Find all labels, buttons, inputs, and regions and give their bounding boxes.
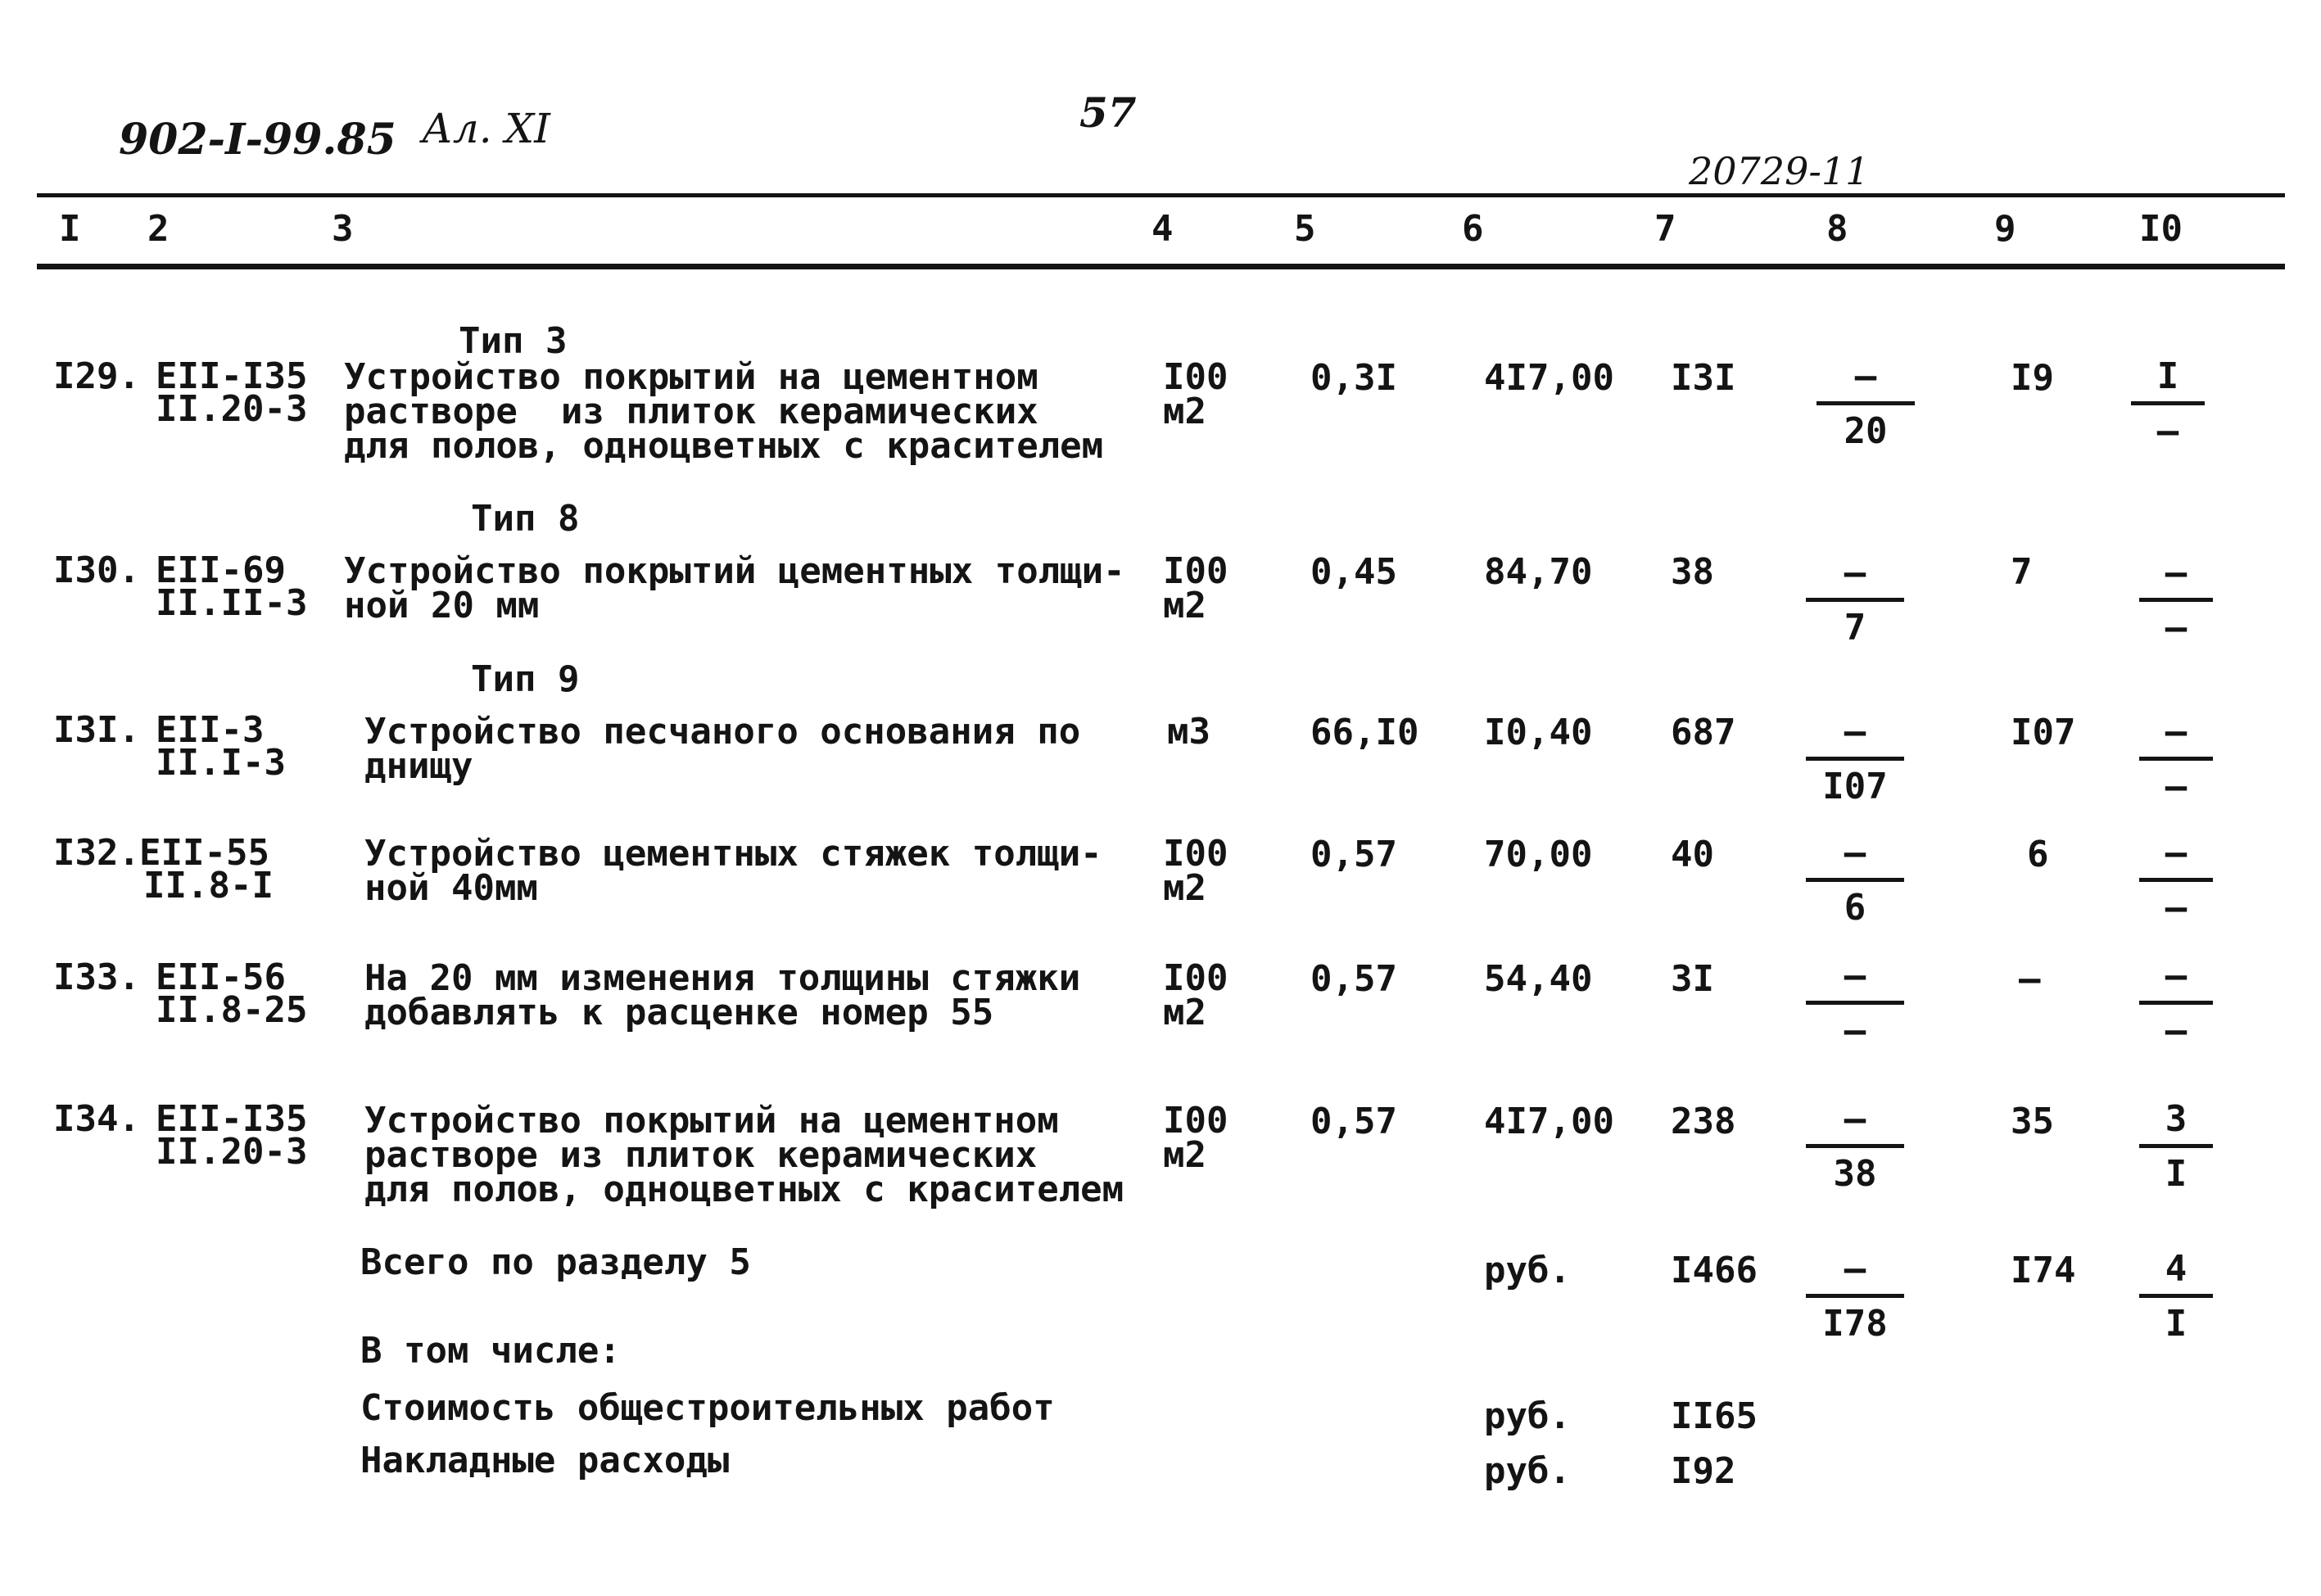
row-description: Устройство покрытий цементных толщи- ной 20 мм bbox=[344, 550, 1125, 626]
row-unit: I00 м2 bbox=[1163, 957, 1228, 1033]
header-bottom-rule bbox=[37, 264, 2285, 269]
row-col10-fraction: – – bbox=[2139, 835, 2213, 926]
row-unit-price: 4I7,00 bbox=[1484, 1101, 1614, 1142]
general-works-label: Стоимость общестроительных работ bbox=[360, 1387, 1055, 1429]
row-code: ЕII-56 bbox=[156, 956, 286, 998]
row-code: ЕII-I35 bbox=[156, 355, 308, 397]
row-description: Устройство цементных стяжек толщи- ной 40мм bbox=[364, 833, 1102, 909]
row-description: Устройство песчаного основания по днищу bbox=[364, 711, 1081, 787]
row-total: 687 bbox=[1671, 712, 1736, 753]
archive-number: 20729-11 bbox=[1689, 149, 1870, 193]
row-code-ref: II.8-25 bbox=[156, 989, 308, 1031]
row-unit-price: I0,40 bbox=[1484, 712, 1593, 753]
row-code-ref: II.I-3 bbox=[156, 742, 286, 784]
column-header-7: 7 bbox=[1654, 208, 1676, 250]
column-header-5: 5 bbox=[1294, 208, 1316, 250]
row-type-label: Тип 8 bbox=[471, 498, 580, 540]
column-header-10: I0 bbox=[2139, 208, 2183, 250]
row-col10-fraction: – – bbox=[2139, 714, 2213, 805]
row-number: I3I. bbox=[53, 709, 140, 751]
row-description: Устройство покрытий на цементном растворе из плиток керамических для полов, одноцветных с красителем bbox=[364, 1100, 1124, 1210]
row-quantity: 0,45 bbox=[1310, 551, 1397, 593]
row-number: I29. bbox=[53, 355, 140, 397]
column-header-1: I bbox=[59, 208, 81, 250]
row-col8-fraction: – I07 bbox=[1806, 714, 1904, 805]
row-col9: I07 bbox=[2011, 712, 2076, 753]
row-code: ЕII-55 bbox=[139, 832, 269, 874]
row-col9: – bbox=[2019, 958, 2041, 1000]
section-total-label: Всего по разделу 5 bbox=[360, 1241, 751, 1283]
row-code: ЕII-3 bbox=[156, 709, 265, 751]
column-header-2: 2 bbox=[147, 208, 170, 250]
row-col8-fraction: – – bbox=[1806, 958, 1904, 1049]
row-quantity: 0,57 bbox=[1310, 958, 1397, 1000]
row-unit-price: 84,70 bbox=[1484, 551, 1593, 593]
row-description: На 20 мм изменения толщины стяжки добавлять к расценке номер 55 bbox=[364, 957, 1081, 1033]
row-col8-fraction: – 7 bbox=[1806, 555, 1904, 646]
row-col10-fraction: – – bbox=[2139, 958, 2213, 1049]
row-col8-fraction: – 20 bbox=[1817, 359, 1915, 450]
row-quantity: 0,57 bbox=[1310, 1101, 1397, 1142]
row-unit: м3 bbox=[1167, 711, 1210, 753]
row-number: I33. bbox=[53, 956, 140, 998]
column-header-8: 8 bbox=[1826, 208, 1848, 250]
row-quantity: 66,I0 bbox=[1310, 712, 1419, 753]
sheet-label: Ал. XI bbox=[422, 105, 550, 152]
row-unit: I00 м2 bbox=[1163, 356, 1228, 432]
row-number: I34. bbox=[53, 1098, 140, 1140]
row-col9: 35 bbox=[2011, 1101, 2054, 1142]
row-type-label: Тип 3 bbox=[459, 320, 568, 362]
row-total: 238 bbox=[1671, 1101, 1736, 1142]
row-number: I30. bbox=[53, 549, 140, 591]
column-header-9: 9 bbox=[1994, 208, 2016, 250]
row-unit: I00 м2 bbox=[1163, 550, 1228, 626]
row-col9: 6 bbox=[2027, 834, 2049, 875]
row-total: 40 bbox=[1671, 834, 1714, 875]
row-code-ref: II.20-3 bbox=[156, 388, 308, 430]
section-total-value: I466 bbox=[1671, 1250, 1758, 1291]
overhead-unit: руб. bbox=[1484, 1450, 1571, 1492]
row-code-ref: II.II-3 bbox=[156, 582, 308, 624]
row-col9: 7 bbox=[2011, 551, 2033, 593]
including-label: В том числе: bbox=[360, 1330, 621, 1372]
section-total-col9: I74 bbox=[2011, 1250, 2076, 1291]
column-header-6: 6 bbox=[1462, 208, 1484, 250]
row-col9: I9 bbox=[2011, 357, 2054, 399]
row-unit-price: 4I7,00 bbox=[1484, 357, 1614, 399]
overhead-label: Накладные расходы bbox=[360, 1440, 730, 1481]
row-code: ЕII-I35 bbox=[156, 1098, 308, 1140]
row-code-ref: II.20-3 bbox=[156, 1131, 308, 1173]
general-works-unit: руб. bbox=[1484, 1395, 1571, 1437]
column-header-4: 4 bbox=[1151, 208, 1174, 250]
column-header-3: 3 bbox=[332, 208, 354, 250]
row-total: I3I bbox=[1671, 357, 1736, 399]
document-code: 902-I-99.85 bbox=[119, 115, 396, 165]
row-col10-fraction: 3 I bbox=[2139, 1101, 2213, 1192]
row-col10-fraction: – – bbox=[2139, 555, 2213, 646]
row-unit-price: 54,40 bbox=[1484, 958, 1593, 1000]
row-code: ЕII-69 bbox=[156, 549, 286, 591]
row-description: Устройство покрытий на цементном раствоpе из плиток керамических для полов, одноцветных с красителем bbox=[344, 356, 1104, 467]
row-number: I32. bbox=[53, 832, 140, 874]
row-type-label: Тип 9 bbox=[471, 658, 580, 700]
row-col10-fraction: I – bbox=[2131, 359, 2205, 450]
row-col8-fraction: – 38 bbox=[1806, 1101, 1904, 1192]
section-total-unit: руб. bbox=[1484, 1250, 1571, 1291]
row-code-ref: II.8-I bbox=[143, 865, 274, 907]
row-quantity: 0,57 bbox=[1310, 834, 1397, 875]
row-unit: I00 м2 bbox=[1163, 1100, 1228, 1176]
section-total-col10-fraction: 4 I bbox=[2139, 1251, 2213, 1342]
row-total: 38 bbox=[1671, 551, 1714, 593]
row-total: 3I bbox=[1671, 958, 1714, 1000]
page-number: 57 bbox=[1079, 88, 1137, 137]
header-top-rule bbox=[37, 193, 2285, 197]
row-unit-price: 70,00 bbox=[1484, 834, 1593, 875]
row-unit: I00 м2 bbox=[1163, 833, 1228, 909]
overhead-value: I92 bbox=[1671, 1450, 1736, 1492]
section-total-col8-fraction: – I78 bbox=[1806, 1251, 1904, 1342]
row-col8-fraction: – 6 bbox=[1806, 835, 1904, 926]
general-works-value: II65 bbox=[1671, 1395, 1758, 1437]
row-quantity: 0,3I bbox=[1310, 357, 1397, 399]
